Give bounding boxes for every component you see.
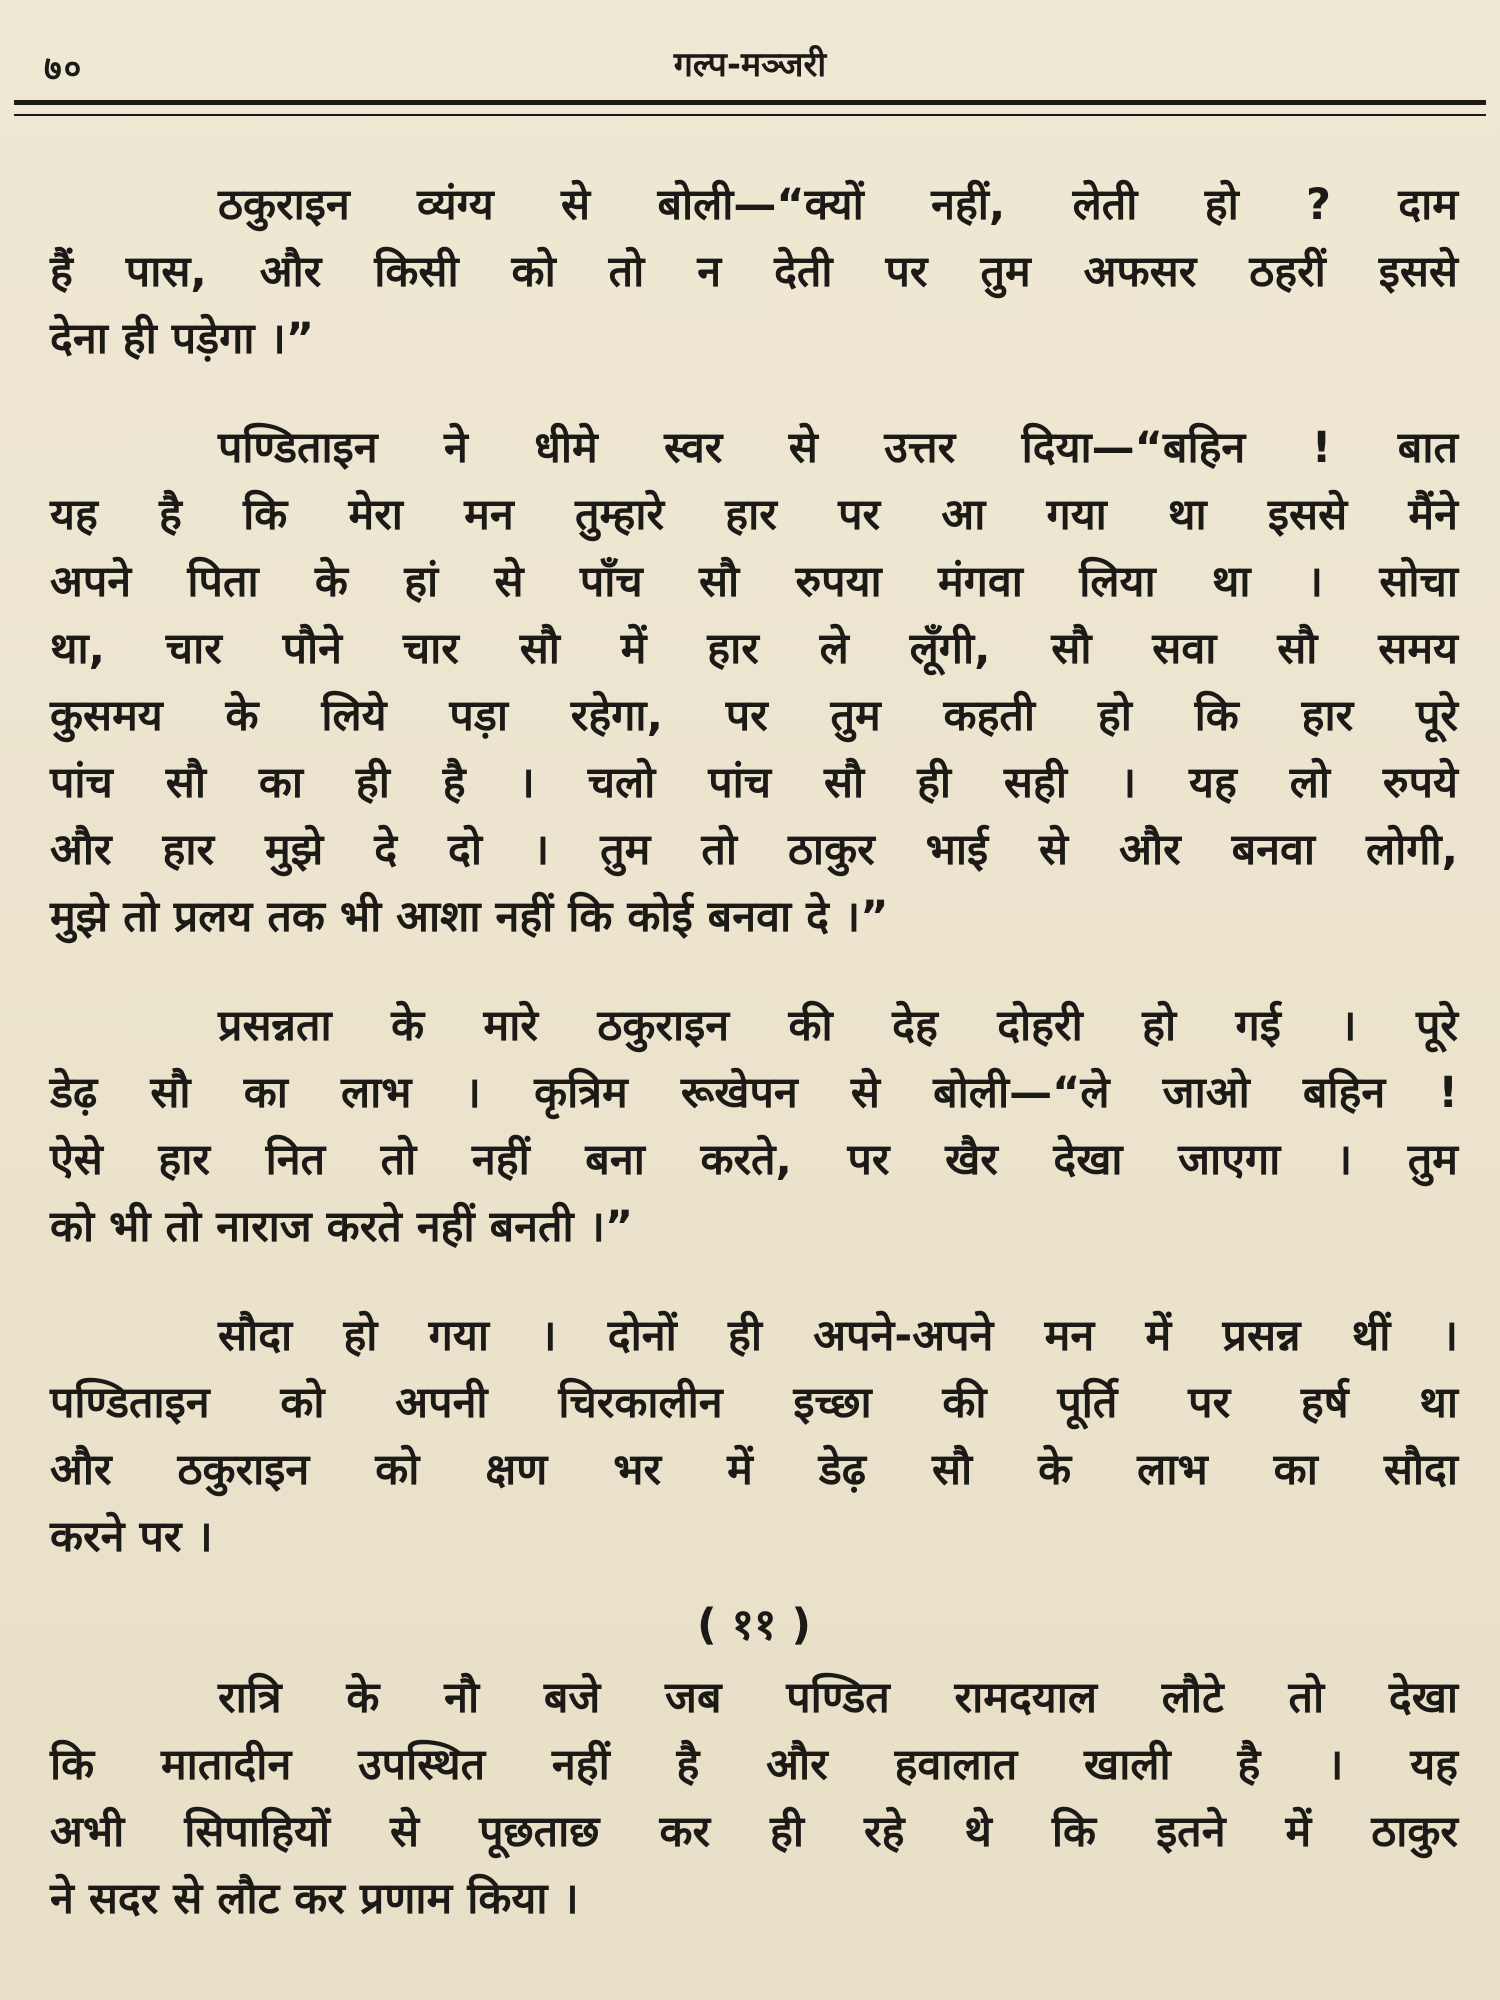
text-line: डेढ़ सौ का लाभ । कृत्रिम रूखेपन से बोली—“ले जाओ बहिन !	[50, 1068, 1458, 1118]
text-line: और हार मुझे दे दो । तुम तो ठाकुर भाई से और बनवा लोगी,	[50, 825, 1458, 875]
paragraph-5	[50, 1665, 1458, 1933]
paragraph-3	[50, 993, 1458, 1261]
text-line: और ठकुराइन को क्षण भर में डेढ़ सौ के लाभ का सौदा	[50, 1445, 1458, 1495]
text-line: सौदा हो गया । दोनों ही अपने-अपने मन में प्रसन्न थीं ।	[218, 1311, 1458, 1361]
text-line: ऐसे हार नित तो नहीं बना करते, पर खैर देखा जाएगा । तुम	[50, 1135, 1458, 1185]
text-line: को भी तो नाराज करते नहीं बनती ।”	[50, 1202, 634, 1252]
text-line: देना ही पड़ेगा ।”	[50, 314, 315, 364]
page-number: ७०	[44, 49, 84, 89]
text-line: कि मातादीन उपस्थित नहीं है और हवालात खाली है । यह	[50, 1740, 1458, 1790]
section-number: ( ११ )	[697, 1600, 811, 1650]
page-header	[0, 22, 1500, 102]
text-line: यह है कि मेरा मन तुम्हारे हार पर आ गया था इससे मैंने	[50, 490, 1458, 540]
body-text	[50, 172, 1458, 1975]
text-line: अभी सिपाहियों से पूछताछ कर ही रहे थे कि इतने में ठाकुर	[50, 1807, 1458, 1857]
paragraph-1	[50, 172, 1458, 373]
running-title: गल्प-मञ्जरी	[673, 45, 827, 85]
paragraph-4	[50, 1303, 1458, 1571]
text-line: ठकुराइन व्यंग्य से बोली—“क्यों नहीं, लेती हो ? दाम	[218, 180, 1458, 230]
text-line: रात्रि के नौ बजे जब पण्डित रामदयाल लौटे तो देखा	[218, 1673, 1458, 1723]
text-line: कुसमय के लिये पड़ा रहेगा, पर तुम कहती हो कि हार पूरे	[50, 691, 1458, 741]
text-line: अपने पिता के हां से पाँच सौ रुपया मंगवा लिया था । सोचा	[50, 557, 1458, 607]
text-line: करने पर ।	[50, 1512, 213, 1562]
text-line: पांच सौ का ही है । चलो पांच सौ ही सही । यह लो रुपये	[50, 758, 1458, 808]
paragraph-2	[50, 415, 1458, 951]
text-line: पण्डिताइन को अपनी चिरकालीन इच्छा की पूर्ति पर हर्ष था	[50, 1378, 1458, 1428]
header-rule-thick	[14, 100, 1486, 105]
text-line: मुझे तो प्रलय तक भी आशा नहीं कि कोई बनवा दे ।”	[50, 892, 889, 942]
text-line: ने सदर से लौट कर प्रणाम किया ।	[50, 1874, 579, 1924]
text-line: प्रसन्नता के मारे ठकुराइन की देह दोहरी हो गई । पूरे	[218, 1001, 1458, 1051]
text-line: था, चार पौने चार सौ में हार ले लूँगी, सौ सवा सौ समय	[50, 624, 1458, 674]
header-rule-thin	[14, 114, 1486, 116]
text-line: हैं पास, और किसी को तो न देती पर तुम अफसर ठहरीं इससे	[50, 247, 1458, 297]
text-line: पण्डिताइन ने धीमे स्वर से उत्तर दिया—“बहिन ! बात	[218, 423, 1458, 473]
